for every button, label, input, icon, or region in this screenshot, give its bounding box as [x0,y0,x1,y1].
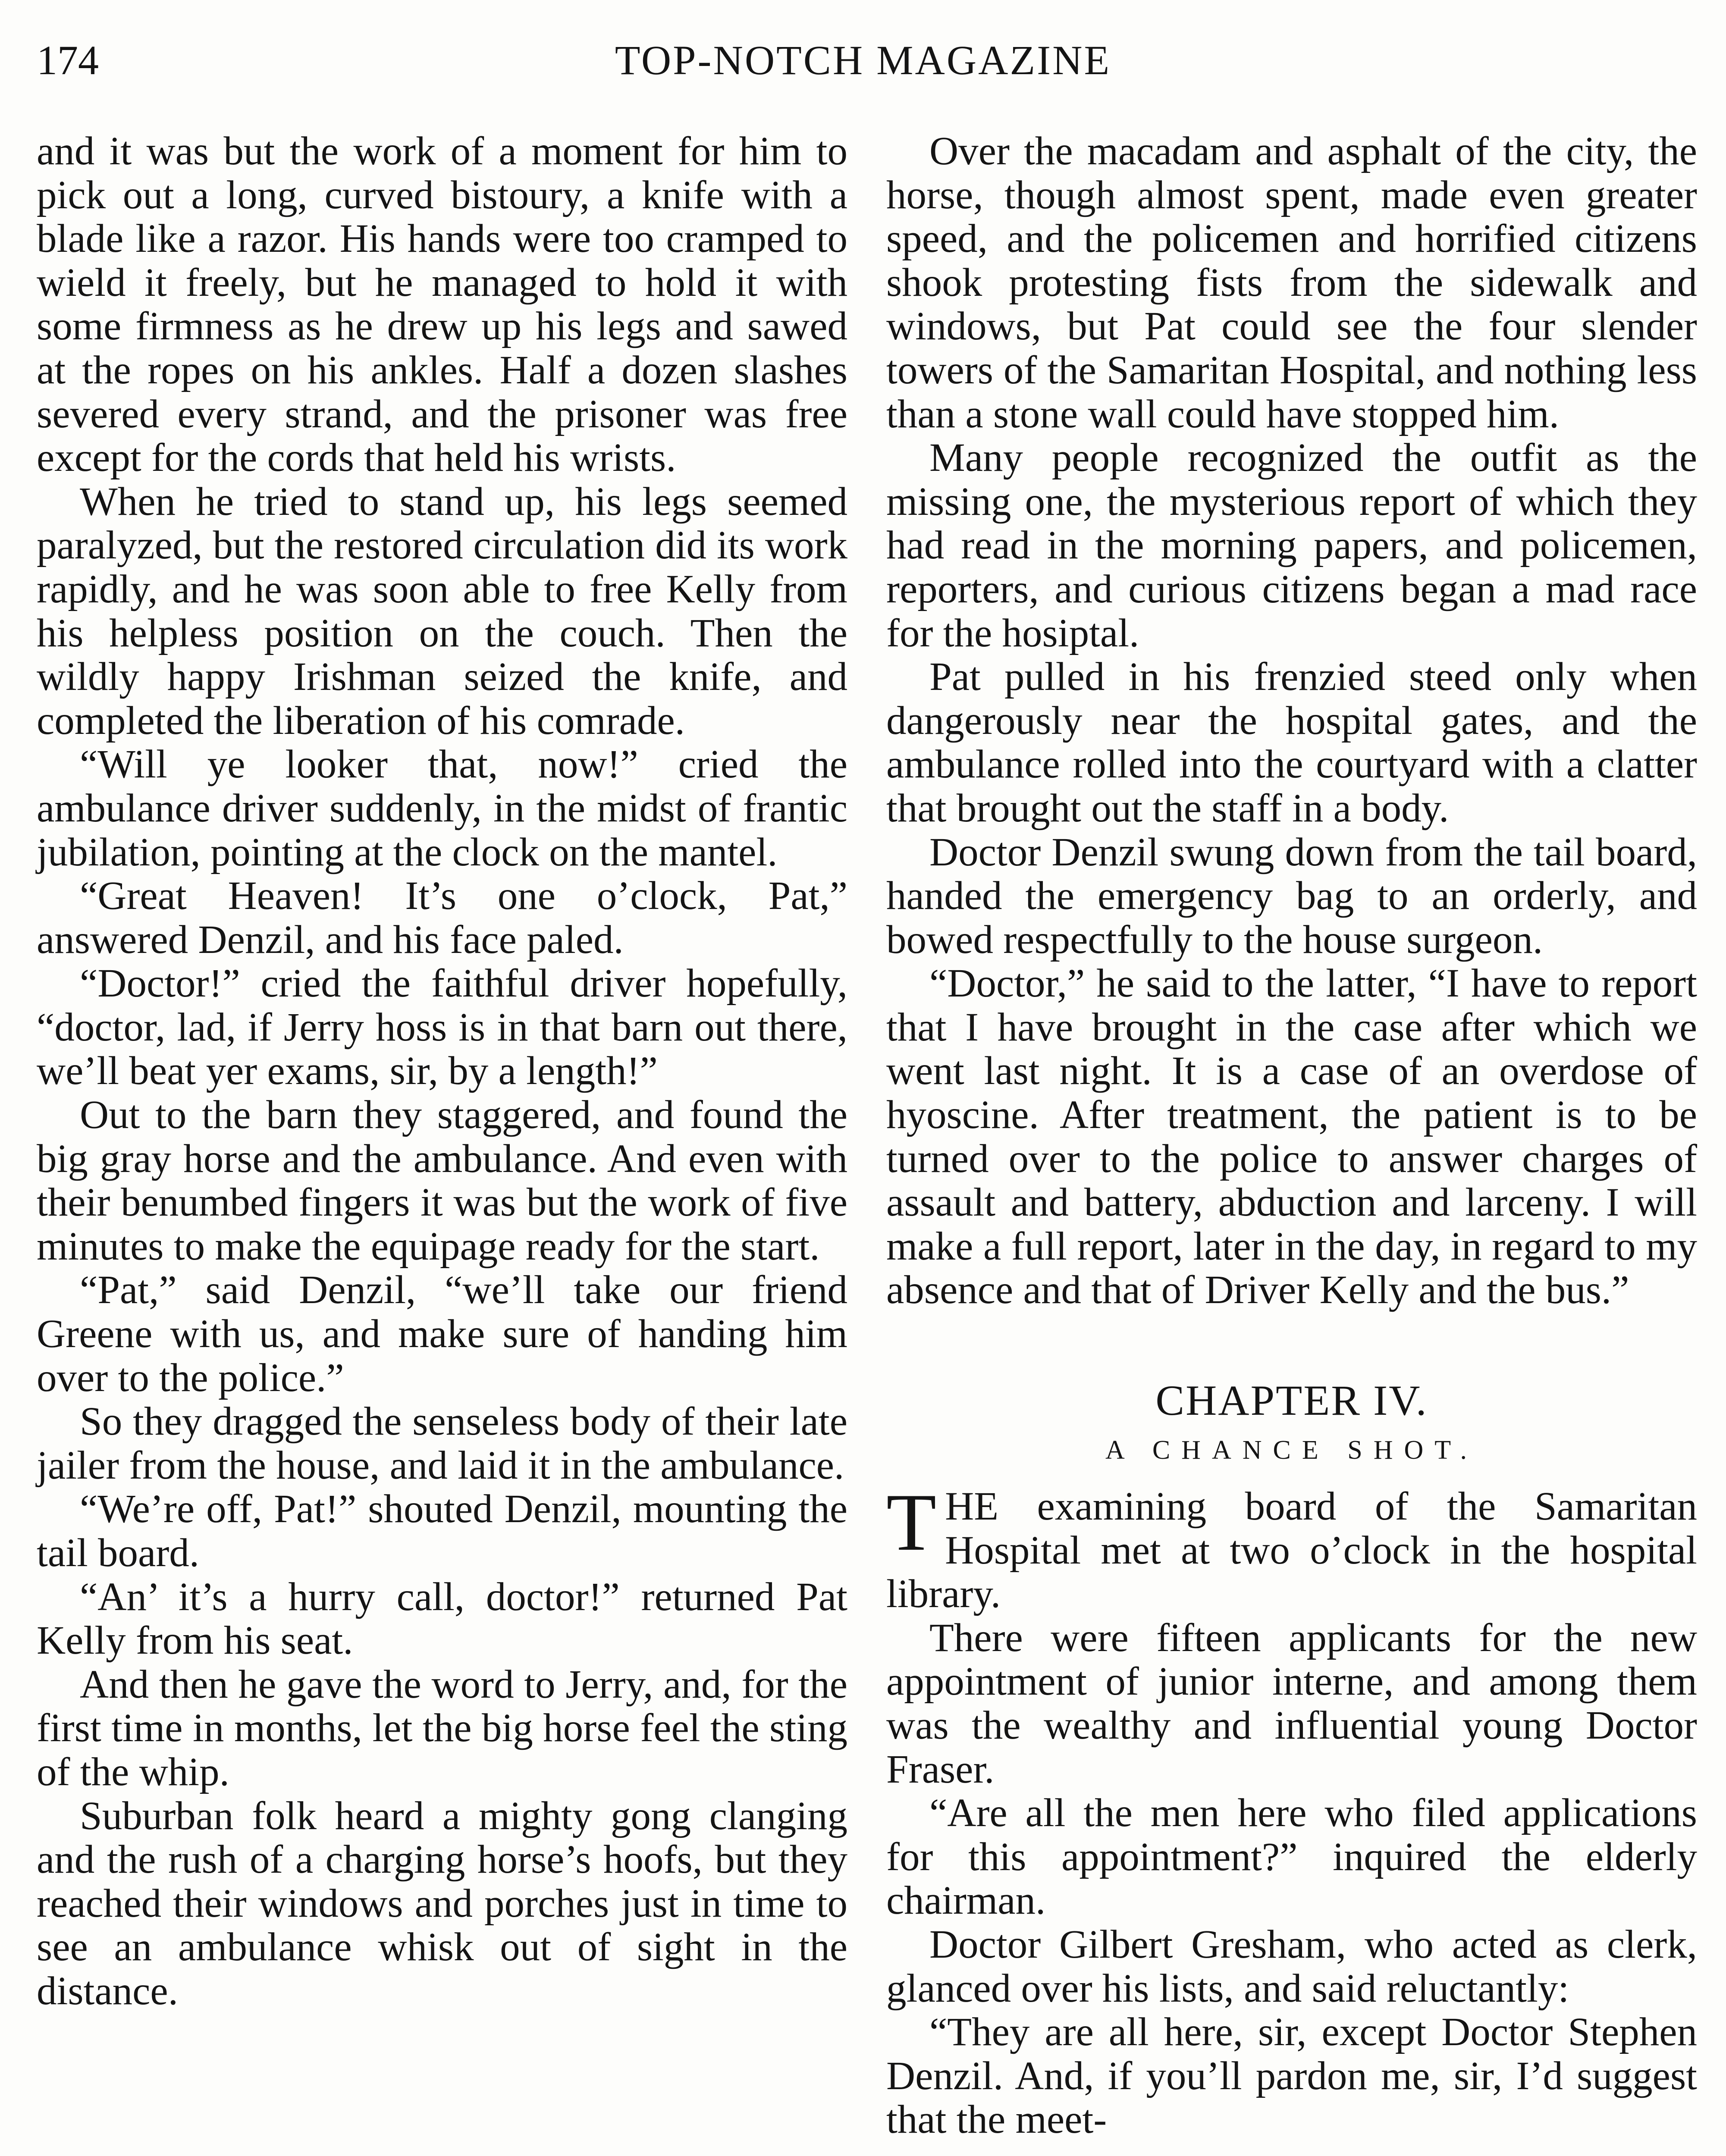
chapter-heading: CHAPTER IV. [1155,1376,1428,1425]
drop-cap: T [886,1477,937,1568]
paragraph: “Pat,” said Denzil, “we’ll take our friend Greene with us, and make sure of handing him over to the police.” [37,1268,847,1400]
paragraph: Doctor Denzil swung down from the tail board, handed the emergency bag to an orderly, and bowed respectfully to the house surgeon. [886,830,1697,962]
paragraph: “Great Heaven! It’s one o’clock, Pat,” answered Denzil, and his face paled. [37,874,847,962]
paragraph: “Will ye looker that, now!” cried the ambulance driver suddenly, in the midst of frantic jubilation, pointing at the clock on the mantel. [37,742,847,874]
paragraph: Over the macadam and asphalt of the city, the horse, though almost spent, made even greater speed, and the policemen and horrified citizens shook protesting fists from the sidewalk and windows, but Pat could see the four slender towers of the Samaritan Hospital, and nothing less than a stone wall could have stopped him. [886,129,1697,436]
paragraph: and it was but the work of a moment for him to pick out a long, curved bistoury, a knife with a blade like a razor. His hands were too cramped to wield it freely, but he managed to hold it with some firmness as he drew up his legs and sawed at the ropes on his ankles. Half a dozen slashes severed every strand, and the prisoner was free except for the cords that held his wrists. [37,129,847,480]
paragraph: “We’re off, Pat!” shouted Denzil, mounting the tail board. [37,1487,847,1575]
chapter-first-paragraph [886,1477,1697,1617]
paragraph: Doctor Gilbert Gresham, who acted as clerk, glanced over his lists, and said reluctantly: [886,1922,1697,2011]
page-header [37,34,1689,86]
paragraph: Many people recognized the outfit as the missing one, the mysterious report of which they had read in the morning papers, and policemen, reporters, and curious citizens began a mad race for the hosiptal. [886,436,1697,655]
chapter-first-paragraph-text: HE examining board of the Samaritan Hospital met at two o’clock in the hospital library. [886,1484,1697,1617]
paragraph: Out to the barn they staggered, and found the big gray horse and the ambulance. And even with their benumbed fingers it was but the work of five minutes to make the equipage ready for the start. [37,1093,847,1269]
left-column [37,129,847,2013]
paragraph: “Doctor,” he said to the latter, “I have to report that I have brought in the case after which we went last night. It is a case of an overdose of hyoscine. After treatment, the patient is to be turned over to the police to answer charges of assault and battery, abduction and larceny. I will make a full report, later in the day, in regard to my absence and that of Driver Kelly and the bus.” [886,961,1697,1313]
paragraph: “They are all here, sir, except Doctor Stephen Denzil. And, if you’ll pardon me, sir, I’d suggest that the meet- [886,2010,1697,2142]
chapter-subheading: A CHANCE SHOT. [1105,1435,1478,1465]
paragraph: “Doctor!” cried the faithful driver hopefully, “doctor, lad, if Jerry hoss is in that barn out there, we’ll beat yer exams, sir, by a length!” [37,961,847,1094]
paragraph: Suburban folk heard a mighty gong clanging and the rush of a charging horse’s hoofs, but they reached their windows and porches just in time to see an ambulance whisk out of sight in the distance. [37,1793,847,2013]
paragraph: Pat pulled in his frenzied steed only when dangerously near the hospital gates, and the ambulance rolled into the courtyard with a clatter that brought out the staff in a body. [886,655,1697,830]
paragraph: And then he gave the word to Jerry, and, for the first time in months, let the big horse feel the sting of the whip. [37,1662,847,1794]
paragraph: So they dragged the senseless body of their late jailer from the house, and laid it in the ambulance. [37,1399,847,1488]
paragraph: “An’ it’s a hurry call, doctor!” returned Pat Kelly from his seat. [37,1574,847,1663]
page-number: 174 [37,37,99,83]
paragraph: When he tried to stand up, his legs seemed paralyzed, but the restored circulation did its work rapidly, and he was soon able to free Kelly from his helpless position on the couch. Then the wildly happy Irishman seized the knife, and completed the liberation of his comrade. [37,479,847,743]
paragraph: “Are all the men here who filed applications for this appointment?” inquired the elderly chairman. [886,1791,1697,1923]
right-column [886,129,1697,2142]
paragraph: There were fifteen applicants for the new appointment of junior interne, and among them was the wealthy and influential young Doctor Fraser. [886,1615,1697,1792]
running-head: TOP-NOTCH MAGAZINE [615,37,1111,83]
